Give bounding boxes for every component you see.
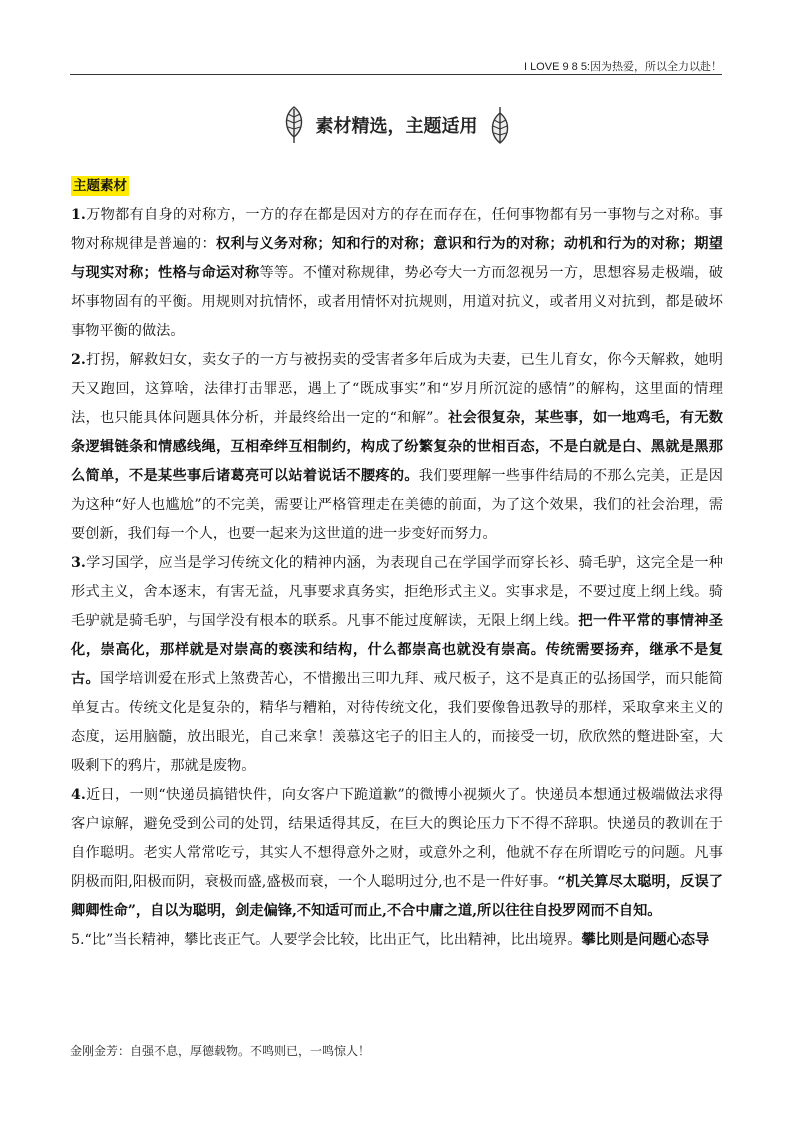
leaf-left-icon xyxy=(280,105,308,145)
paragraph-number: 2. xyxy=(71,352,86,368)
section-label: 主题素材 xyxy=(73,178,127,194)
emphasis-text: 社会很复杂，某些事，如一地鸡毛，有无数条逻辑链条和情感线绳，互相牵绊互相制约，构成了纷繁复杂的世相百态，不是白就是白、黑就是黑那么简单，不是某些事后诸葛亮可以站着说话不腰疼的。 xyxy=(71,410,723,484)
body-text: 我们要理解一些事件结局的不那么完美，正是因为这种“好人也尴尬”的不完美，需要让严格管理走在美德的前面，为了这个效果，我们的社会治理，需要创新，我们每一个人，也要一起来为这世道的进一步变好而努力。 xyxy=(71,468,723,542)
paragraph-number: 3. xyxy=(71,555,86,571)
body-text: 打拐，解救妇女，卖女子的一方与被拐卖的受害者多年后成为夫妻，已生儿育女，你今天解救，她明天又跑回，这算啥，法律打击罪恶，遇上了“既成事实”和“岁月所沉淀的感情”的解构，这里面的情理法，也只能具体问题具体分析，并最终给出一定的“和解”。 xyxy=(71,352,723,426)
page-footer: 金刚金芳：自强不息，厚德载物。不鸣则已，一鸣惊人！ xyxy=(70,1044,371,1058)
body-text: 万物都有自身的对称方，一方的存在都是因对方的存在而存在，任何事物都有另一事物与之对称。事物对称规律是普遍的： xyxy=(71,207,723,252)
header-divider xyxy=(70,74,722,75)
title-banner xyxy=(0,100,793,150)
page-header: I LOVE 9 8 5:因为热爱，所以全力以赴！ xyxy=(523,61,722,73)
emphasis-text: 权利与义务对称；知和行的对称；意识和行为的对称；动机和行为的对称；期望与现实对称；性格与命运对称 xyxy=(71,236,723,281)
paragraph-number: 4. xyxy=(71,787,86,803)
body-text: 近日，一则“快递员搞错快件，向女客户下跪道歉”的微博小视频火了。快递员本想通过极端做法求得客户谅解，避免受到公司的处罚，结果适得其反，在巨大的舆论压力下不得不辞职。快递员的教训在于自作聪明。老实人常常吃亏，其实人不想得意外之财，或意外之利，他就不存在所谓吃亏的问题。凡事阴极而阳,阳极而阴，衰极而盛,盛极而衰，一个人聪明过分,也不是一件好事。 xyxy=(71,787,723,890)
material-paragraph xyxy=(71,549,723,781)
body-text: 国学培训爱在形式上煞费苦心，不惜搬出三叩九拜、戒尺板子，这不是真正的弘扬国学，而只能简单复古。传统文化是复杂的，精华与糟粕，对待传统文化，我们要像鲁迅教导的那样，采取拿来主义的态度，运用脑髓，放出眼光，自己来拿！羡慕这宅子的旧主人的，而接受一切，欣欣然的蹩进卧室，大吸剩下的鸦片，那就是废物。 xyxy=(71,671,723,774)
body-text: 等等。不懂对称规律，势必夸大一方而忽视另一方，思想容易走极端，破坏事物固有的平衡。用规则对抗情怀，或者用情怀对抗规则，用道对抗义，或者用义对抗到，都是破坏事物平衡的做法。 xyxy=(71,265,723,339)
material-paragraph xyxy=(71,781,723,926)
emphasis-text: “机关算尽太聪明，反误了卿卿性命”，自以为聪明，剑走偏锋,不知适可而止,不合中庸之道,所以往往自投罗网而不自知。 xyxy=(71,874,723,919)
paragraph-number: 1. xyxy=(71,207,86,223)
body-text: “比”当长精神，攀比丧正气。人要学会比较，比出正气，比出精神，比出境界。 xyxy=(84,932,582,948)
paragraph-number: 5. xyxy=(71,932,85,948)
material-paragraph xyxy=(71,201,723,346)
emphasis-text: 把一件平常的事情神圣化，崇高化，那样就是对崇高的亵渎和结构，什么都崇高也就没有崇高。传统需要扬弃，继承不是复古。 xyxy=(71,613,723,687)
emphasis-text: 攀比则是问题心态导 xyxy=(581,932,710,948)
material-paragraph xyxy=(71,346,723,549)
body-text: 学习国学，应当是学习传统文化的精神内涵，为表现自己在学国学而穿长衫、骑毛驴，这完全是一种形式主义，舍本逐末，有害无益，凡事要求真务实，拒绝形式主义。实事求是，不要过度上纲上线。骑毛驴就是骑毛驴，与国学没有根本的联系。凡事不能过度解读，无限上纲上线。 xyxy=(71,555,723,629)
material-paragraph xyxy=(71,926,723,955)
material-list xyxy=(71,201,723,955)
page-title: 素材精选，主题适用 xyxy=(315,116,478,137)
leaf-right-icon xyxy=(486,105,514,145)
